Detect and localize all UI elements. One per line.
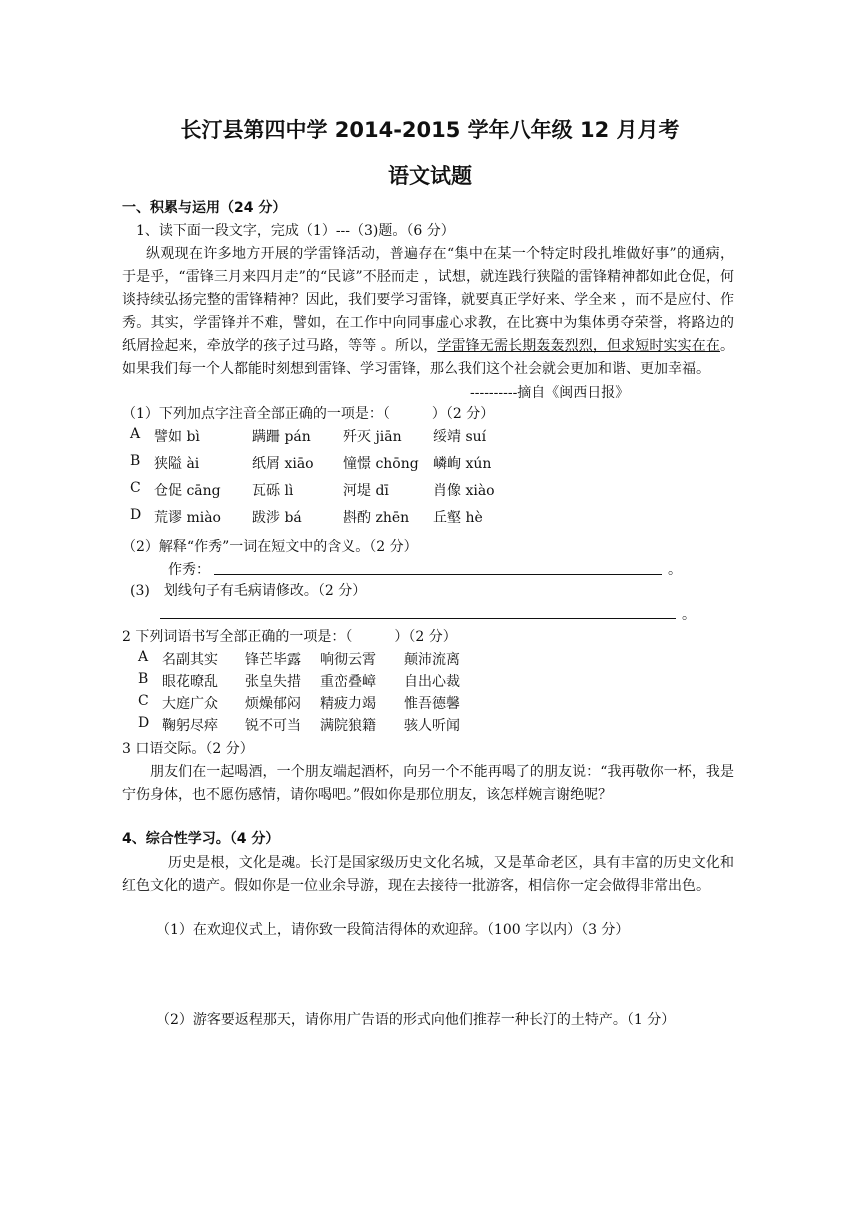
q1-1-option-item: 仓促 cāng [154, 483, 221, 499]
answer-line-1-3[interactable] [160, 618, 676, 619]
underlined-sentence: 学雷锋无需长期轰轰烈烈，但求短时实实在在 [437, 338, 721, 354]
q2-option-letter: B [138, 671, 149, 687]
question-3: 3 口语交际。（2 分） [122, 741, 254, 757]
q1-1-option-letter: D [130, 507, 142, 523]
q2-option-item: 鞠躬尽瘁 [162, 718, 218, 734]
q1-1-option-item: 肖像 xiào [433, 483, 495, 499]
q2-option-item: 眼花暸乱 [162, 674, 218, 690]
answer-label-zuoxiu: 作秀： [168, 562, 210, 578]
q1-1-option-item: 嶙峋 xún [433, 456, 492, 472]
section-heading: 一、积累与运用（24 分） [122, 200, 287, 216]
question-4-2: （2）游客要返程那天，请你用广告语的形式向他们推荐一种长汀的土特产。（1 分） [156, 1012, 676, 1028]
q1-1-option-item: 憧憬 chōng [343, 456, 419, 472]
q2-option-item: 颠沛流离 [404, 652, 460, 668]
question-3-text: 朋友们在一起喝酒，一个朋友端起酒杯，向另一个不能再喝了的朋友说：“我再敬你一杯，我是宁伤身体，也不愿伤感情，请你喝吧。”假如你是那位朋友，该怎样婉言谢绝呢？ [122, 764, 734, 803]
q1-1-option-letter: B [130, 453, 141, 469]
q1-1-option-letter: A [130, 426, 141, 442]
question-1-2: （2）解释“作秀”一词在短文中的含义。（2 分） [122, 539, 418, 555]
q2-option-letter: C [138, 693, 149, 709]
question-1-1: （1）下列加点字注音全部正确的一项是：（ ）（2 分） [122, 406, 495, 422]
q1-1-option-item: 譬如 bì [154, 429, 200, 445]
q2-option-item: 满院狼籍 [320, 718, 376, 734]
q2-option-item: 名副其实 [162, 652, 218, 668]
answer-period: 。 [668, 562, 682, 578]
q1-1-option-item: 歼灭 jiān [343, 429, 402, 445]
question-4: 4、综合性学习。（4 分） [122, 831, 280, 847]
q2-option-item: 惟吾德馨 [404, 696, 460, 712]
q2-option-item: 自出心裁 [404, 674, 460, 690]
q2-option-item: 锐不可当 [245, 718, 301, 734]
passage-text: 纵观现在许多地方开展的学雷锋活动，普遍存在“集中在某一个特定时段扎堆做好事”的通病，于是乎，“雷锋三月来四月走”的“民谚”不胫而走 ，试想，就连践行狭隘的雷锋精神都如此仓促，何谈持续弘扬完整的雷锋精神？因此，我们要学习雷锋，就要真正学好来、学全来 ，而不是应付、作秀。其实，学雷锋并不难，譬如，在工作中向同事虚心求教，在比赛中为集体勇夺荣誉，将路边的纸屑捡起来，牵放学的孩子过马路，等等 。所以， [122, 246, 734, 354]
q1-1-option-item: 丘壑 hè [433, 510, 483, 526]
q2-option-item: 响彻云霄 [320, 652, 376, 668]
q1-1-option-item: 跋涉 bá [252, 510, 302, 526]
q2-option-item: 大庭广众 [162, 696, 218, 712]
q2-option-item: 张皇失措 [245, 674, 301, 690]
answer-period-2: 。 [682, 607, 696, 623]
question-4-text: 历史是根，文化是魂。长汀是国家级历史文化名城，又是革命老区，具有丰富的历史文化和红色文化的遗产。假如你是一位业余导游，现在去接待一批游客，相信你一定会做得非常出色。 [122, 855, 734, 894]
passage-text-end: 。如果我们每一个人都能时刻想到雷锋、学习雷锋，那么我们这个社会就会更加和谐、更加幸福。 [122, 338, 735, 377]
q1-1-option-item: 河堤 dī [343, 483, 389, 499]
answer-line-1-2[interactable] [214, 574, 662, 575]
q1-1-option-item: 荒谬 miào [154, 510, 221, 526]
q2-option-letter: A [138, 649, 149, 665]
q2-option-item: 重峦叠嶂 [320, 674, 376, 690]
passage-source: ----------摘自《闽西日报》 [470, 385, 630, 401]
q1-1-option-item: 瓦砾 lì [252, 483, 294, 499]
q1-1-option-item: 纸屑 xiāo [252, 456, 314, 472]
question-1-3: (3) 划线句子有毛病请修改。（2 分） [130, 583, 367, 599]
q2-option-item: 烦燥郁闷 [245, 696, 301, 712]
question-2: 2 下列词语书写全部正确的一项是：（ ）（2 分） [122, 629, 457, 645]
q2-option-letter: D [138, 715, 150, 731]
reading-passage [122, 243, 734, 381]
q2-option-item: 锋芒毕露 [245, 652, 301, 668]
q1-1-option-item: 狭隘 ài [154, 456, 200, 472]
q1-1-option-letter: C [130, 480, 141, 496]
q1-1-option-item: 绥靖 suí [433, 429, 487, 445]
question-1-intro: 1、读下面一段文字，完成（1）---（3)题。（6 分） [136, 223, 455, 239]
q2-option-item: 精疲力竭 [320, 696, 376, 712]
q2-option-item: 骇人听闻 [404, 718, 460, 734]
page-title: 长汀县第四中学 2014-2015 学年八年级 12 月月考 [180, 118, 680, 142]
q1-1-option-item: 蹒跚 pán [252, 429, 311, 445]
question-4-1: （1）在欢迎仪式上，请你致一段简洁得体的欢迎辞。（100 字以内）（3 分） [156, 922, 630, 938]
page-subtitle: 语文试题 [388, 164, 472, 188]
q1-1-option-item: 斟酌 zhēn [343, 510, 410, 526]
